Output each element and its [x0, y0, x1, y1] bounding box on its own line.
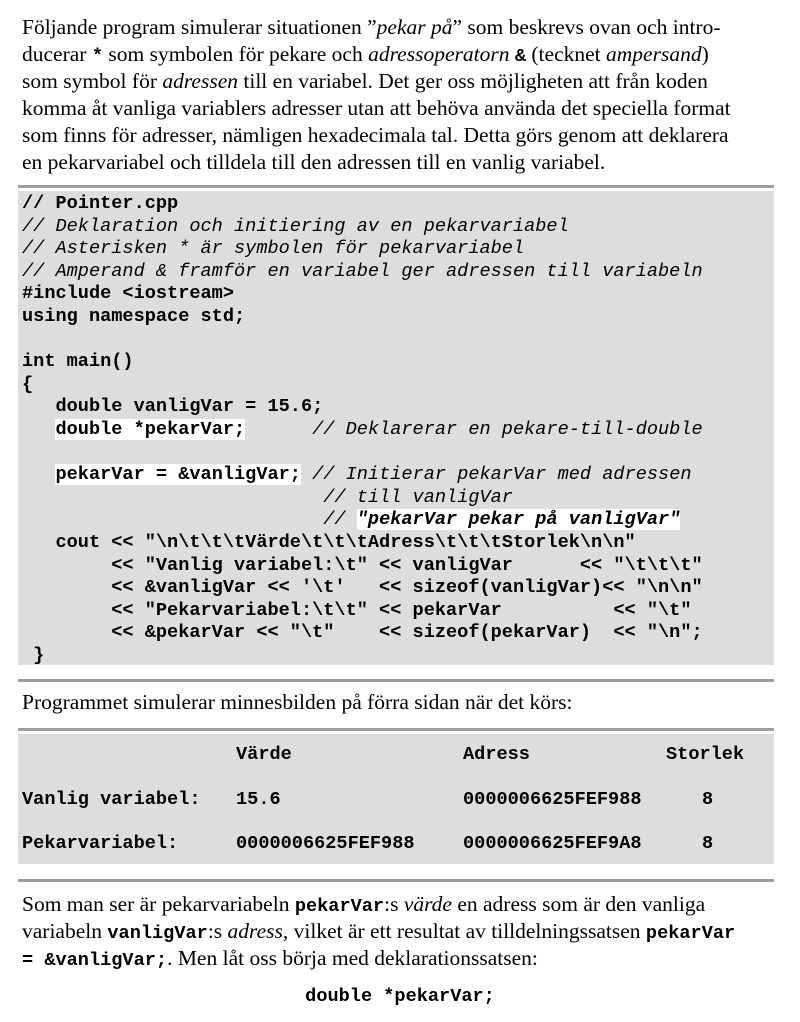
intro-text: till en variabel. Det ger oss möjligheten att från koden — [238, 69, 708, 93]
code-line: << &vanligVar << '\t' << sizeof(vanligVar)<< "\n\n" — [22, 577, 703, 599]
highlighted-quote: "pekarVar pekar på vanligVar" — [356, 509, 681, 531]
inline-code: vanligVar — [107, 923, 208, 944]
output-row-address: 0000006625FEF9A8 — [463, 833, 642, 854]
intro-text: ” som beskrevs ovan och intro- — [452, 15, 721, 39]
code-top-divider — [18, 185, 774, 188]
outro-text: Som man ser är pekarvariabeln — [22, 892, 295, 916]
intro-line-5: som finns för adresser, nämligen hexadecimala tal. Detta görs genom att deklarera — [22, 123, 729, 147]
code-line: << "Vanlig variabel:\t" << vanligVar << "\t\t\t" — [22, 554, 703, 576]
output-row-value: 15.6 — [236, 789, 281, 810]
intro-text: ) — [701, 42, 709, 66]
intro-line-4: komma åt vanliga variablers adresser utan att behöva använda det speciella format — [22, 96, 731, 120]
outro-text: variabeln — [22, 919, 108, 943]
outro-line-1 — [22, 891, 774, 920]
code-line: // Pointer.cpp — [22, 193, 179, 214]
intro-text: (tecknet — [526, 42, 607, 66]
code-line: << "Pekarvariabel:\t\t" << pekarVar << "\t" — [22, 599, 692, 621]
outro-text: :s — [207, 919, 228, 943]
output-row-address: 0000006625FEF988 — [463, 789, 642, 810]
highlighted-code: pekarVar = &vanligVar; — [55, 464, 301, 486]
output-bottom-divider — [18, 879, 774, 882]
code-line: double vanligVar = 15.6; — [22, 396, 324, 418]
code-comment: // till vanligVar — [22, 486, 513, 508]
code-line — [22, 419, 703, 442]
inline-code: pekarVar — [294, 896, 385, 917]
output-row-label: Vanlig variabel: — [22, 789, 201, 810]
outro-text: en adress som är den vanliga — [451, 892, 706, 916]
output-header-value: Värde — [236, 744, 292, 765]
code-comment: // — [22, 509, 357, 531]
outro-text: :s — [384, 892, 404, 916]
asterisk-symbol: * — [91, 46, 103, 67]
code-line: } — [22, 644, 45, 666]
code-indent — [22, 464, 55, 485]
code-blank-line — [22, 442, 703, 465]
code-indent — [22, 419, 55, 440]
intro-text: ducerar — [22, 42, 92, 66]
code-indent — [301, 464, 312, 485]
code-block — [22, 193, 703, 667]
code-blank-line — [22, 329, 703, 352]
code-line — [22, 509, 703, 532]
code-comment: // Deklaration och initiering av en pekarvariabel — [22, 215, 569, 237]
intro-line-6: en pekarvariabel och tilldela till den adressen till en vanlig variabel. — [22, 150, 606, 174]
inline-code: = &vanligVar; — [22, 950, 168, 971]
outro-text: , vilket är ett resultat av tilldelningssatsen — [282, 919, 646, 943]
code-line: using namespace std; — [22, 305, 246, 327]
output-row-label: Pekarvariabel: — [22, 833, 179, 854]
code-comment: // Initierar pekarVar med adressen — [312, 464, 692, 486]
outro-line-3 — [22, 945, 774, 974]
declaration-statement: double *pekarVar; — [305, 986, 495, 1007]
ampersand-symbol: & — [514, 46, 527, 67]
intro-emphasis: adressen — [162, 69, 238, 93]
intro-line-2 — [22, 41, 774, 70]
intro-line-1 — [22, 14, 774, 41]
intro-emphasis: ampersand — [606, 42, 702, 66]
code-comment: // Amperand & framför en variabel ger adressen till variabeln — [22, 260, 703, 282]
highlighted-code: double *pekarVar; — [55, 418, 246, 440]
code-indent — [245, 419, 312, 440]
mid-paragraph: Programmet simulerar minnesbilden på förra sidan när det körs: — [22, 690, 573, 714]
intro-line-3 — [22, 68, 774, 95]
intro-text: Följande program simulerar situationen ” — [22, 15, 377, 39]
intro-emphasis: pekar på — [376, 15, 453, 39]
outro-line-2 — [22, 918, 774, 947]
code-line: cout << "\n\t\t\tVärde\t\t\tAdress\t\t\tStorlek\n\n" — [22, 531, 636, 553]
code-bottom-divider — [18, 679, 774, 682]
intro-emphasis: adressoperatorn — [368, 42, 510, 66]
output-row-size: 8 — [702, 789, 714, 810]
output-header-address: Adress — [463, 744, 530, 765]
code-line: { — [22, 373, 34, 395]
output-row-size: 8 — [702, 833, 714, 854]
code-line: int main() — [22, 351, 134, 373]
output-top-divider — [18, 728, 774, 731]
intro-text: som symbolen för pekare och — [103, 42, 369, 66]
output-header-size: Storlek — [666, 744, 745, 765]
code-comment: // Asterisken * är symbolen för pekarvariabel — [22, 238, 525, 260]
intro-text: som symbol för — [22, 69, 163, 93]
outro-emphasis: värde — [403, 892, 452, 916]
outro-text: . Men låt oss börja med deklarationssatsen: — [167, 946, 538, 970]
code-comment: // Deklarerar en pekare-till-double — [312, 418, 703, 440]
code-line — [22, 464, 703, 487]
output-row-value: 0000006625FEF988 — [236, 833, 415, 854]
code-line: #include <iostream> — [22, 283, 235, 305]
code-line: << &pekarVar << "\t" << sizeof(pekarVar) << "\n"; — [22, 622, 703, 644]
outro-emphasis: adress — [227, 919, 283, 943]
inline-code: pekarVar — [645, 923, 736, 944]
